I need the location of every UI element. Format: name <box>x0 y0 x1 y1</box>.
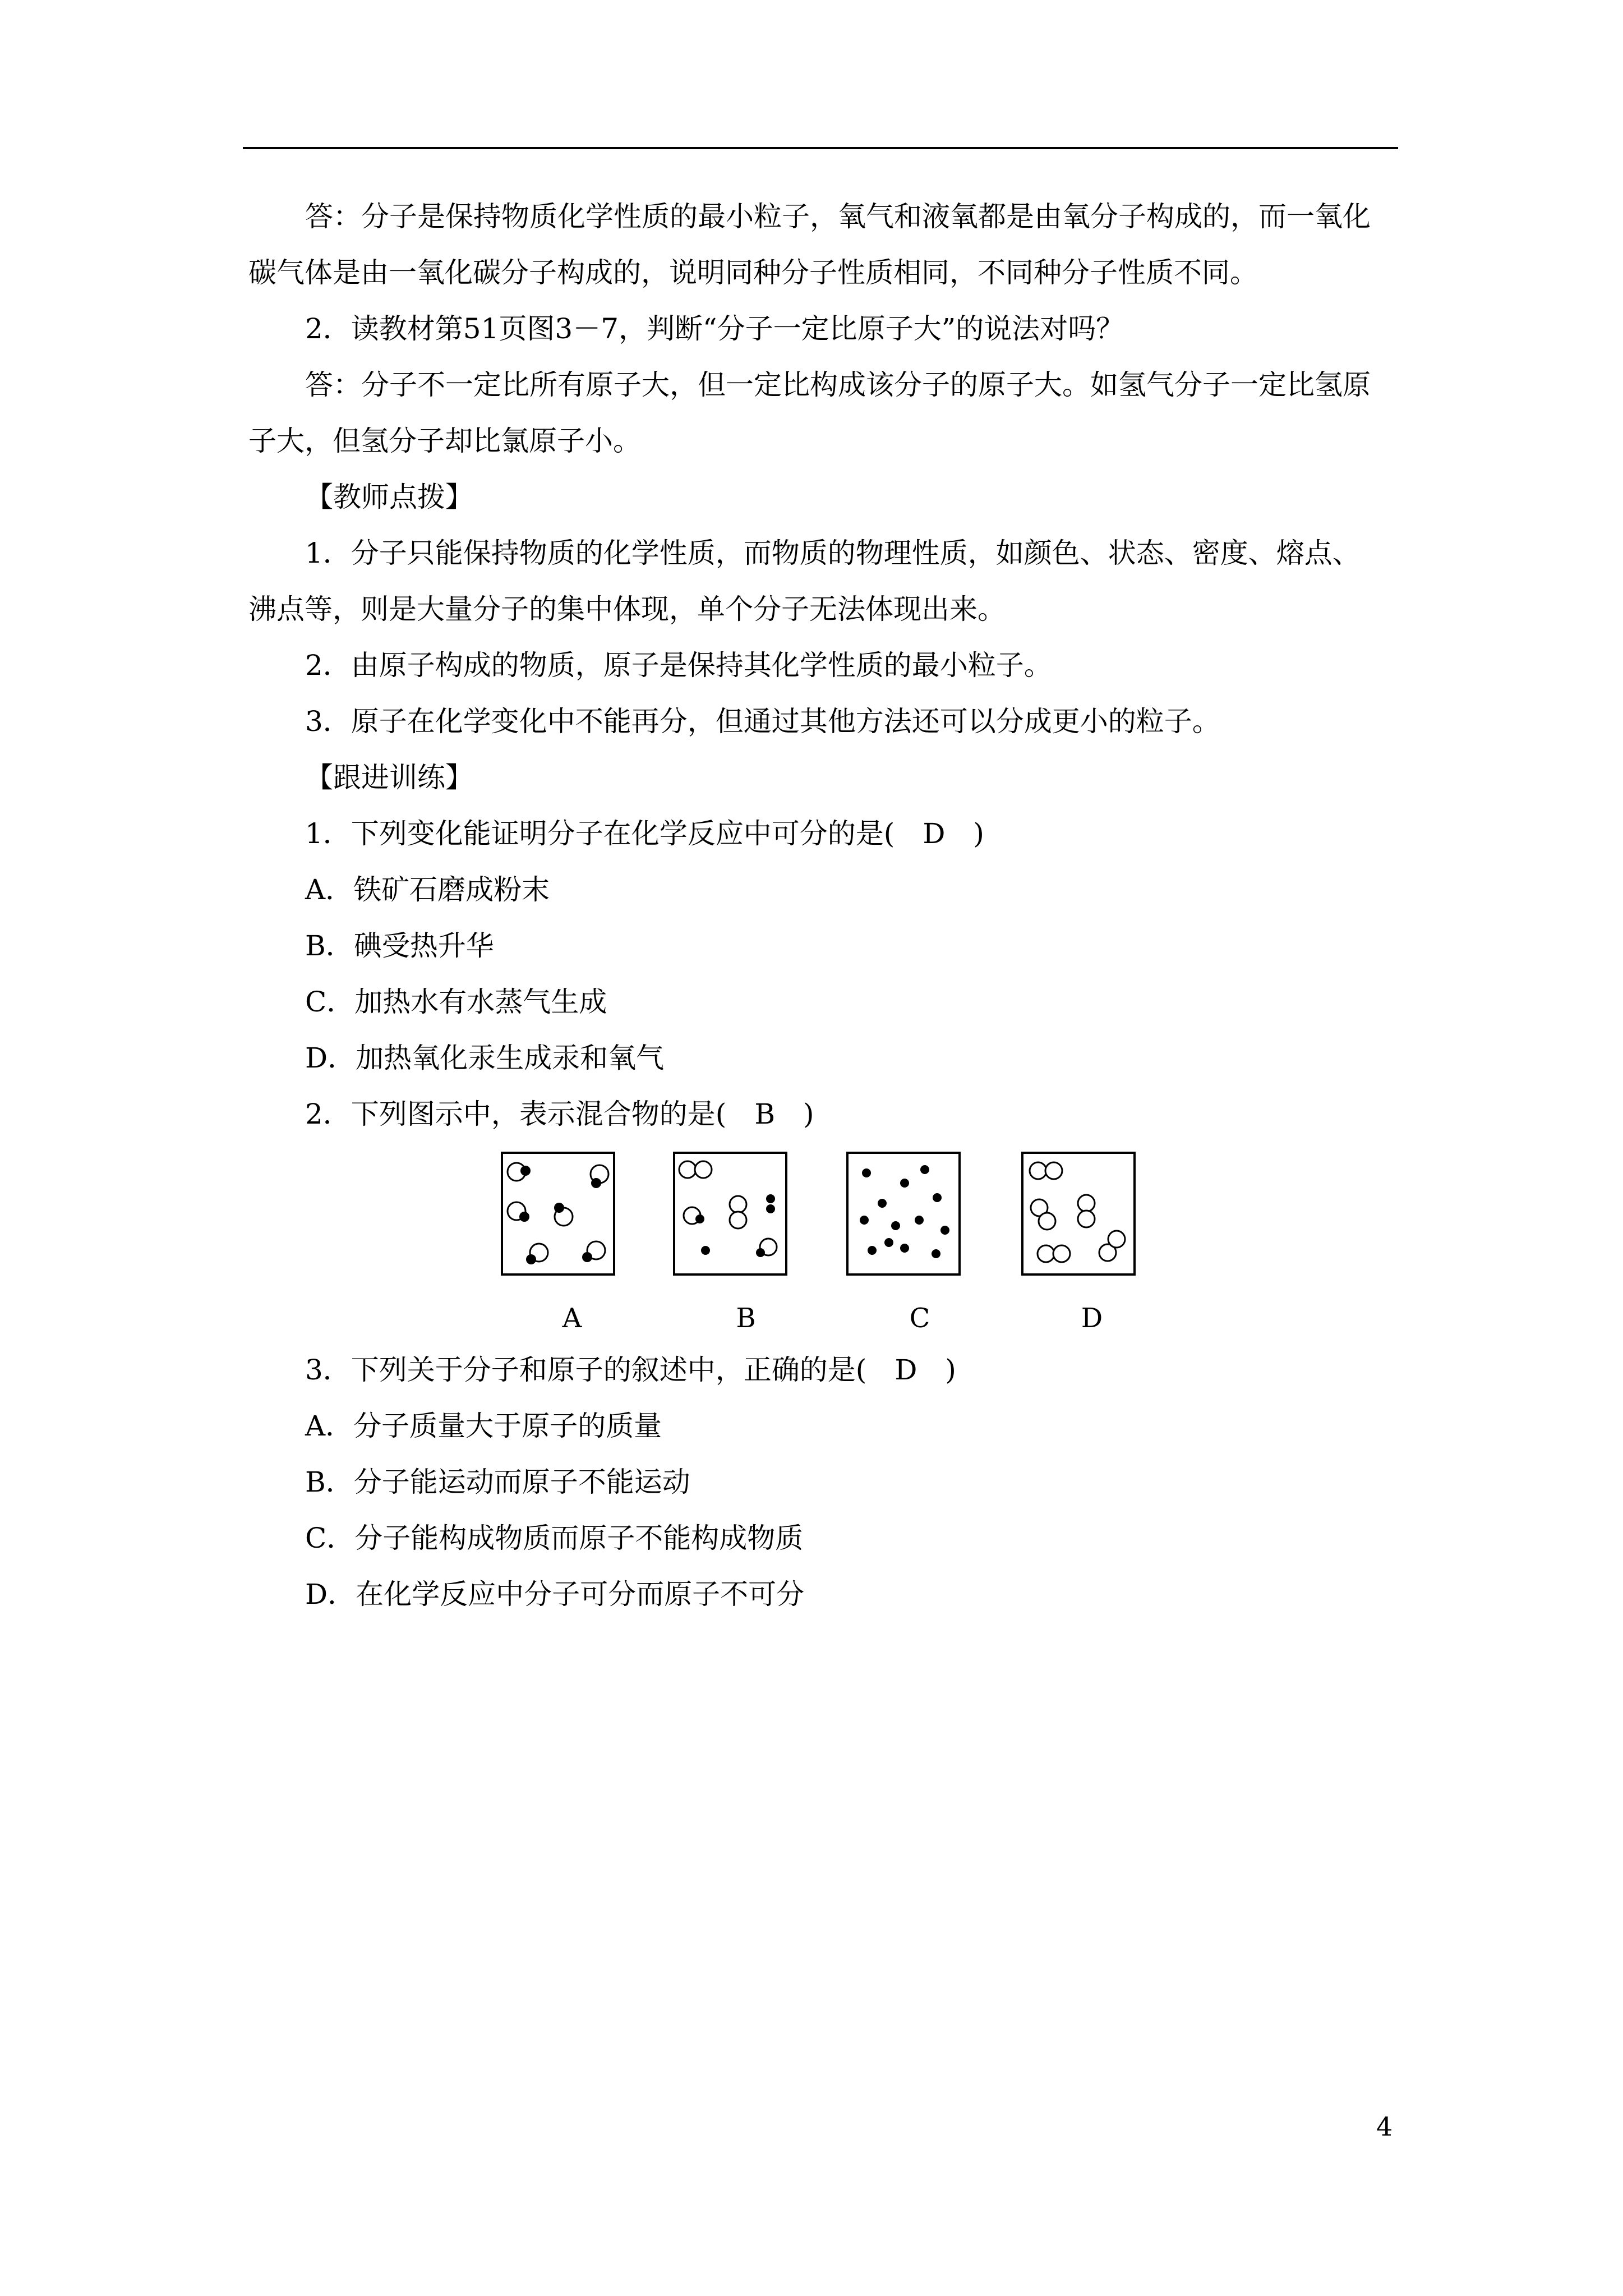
exercise-1-option-c: C．加热水有水蒸气生成 <box>305 986 607 1018</box>
exercise-3-option-c: C．分子能构成物质而原子不能构成物质 <box>305 1522 804 1554</box>
figure-label-c: C <box>909 1303 930 1334</box>
answer-1-line-2: 碳气体是由一氧化碳分子构成的，说明同种分子性质相同，不同种分子性质不同。 <box>248 256 1258 289</box>
tip-2: 2．由原子构成的物质，原子是保持其化学性质的最小粒子。 <box>305 649 1052 682</box>
figure-b <box>673 1152 787 1276</box>
section-heading-teacher-tips: 【教师点拨】 <box>305 481 473 513</box>
tip-1-line-2: 沸点等，则是大量分子的集中体现，单个分子无法体现出来。 <box>248 593 1006 625</box>
figure-d <box>1021 1152 1136 1276</box>
figure-a <box>501 1152 615 1276</box>
exercise-1-option-a: A．铁矿石磨成粉末 <box>305 873 550 906</box>
exercise-3-option-a: A．分子质量大于原子的质量 <box>305 1410 662 1442</box>
exercise-3-option-d: D．在化学反应中分子可分而原子不可分 <box>305 1578 805 1611</box>
header-rule <box>243 147 1398 149</box>
figure-label-d: D <box>1081 1303 1103 1334</box>
exercise-1-question: 1．下列变化能证明分子在化学反应中可分的是( D ) <box>305 817 984 850</box>
tip-1-line-1: 1．分子只能保持物质的化学性质，而物质的物理性质，如颜色、状态、密度、熔点、 <box>305 537 1361 569</box>
figure-label-b: B <box>736 1303 756 1334</box>
section-heading-practice: 【跟进训练】 <box>305 761 473 794</box>
exercise-1-option-b: B．碘受热升华 <box>305 930 494 962</box>
particle-diagrams <box>0 1152 1623 1281</box>
answer-2-line-1: 答：分子不一定比所有原子大，但一定比构成该分子的原子大。如氢气分子一定比氢原 <box>305 369 1371 401</box>
exercise-3-question: 3．下列关于分子和原子的叙述中，正确的是( D ) <box>305 1354 956 1386</box>
answer-1-line-1: 答：分子是保持物质化学性质的最小粒子，氧气和液氧都是由氧分子构成的，而一氧化 <box>305 200 1371 233</box>
exercise-3-option-b: B．分子能运动而原子不能运动 <box>305 1466 690 1498</box>
question-2: 2．读教材第51页图3－7，判断“分子一定比原子大”的说法对吗？ <box>305 312 1124 345</box>
tip-3: 3．原子在化学变化中不能再分，但通过其他方法还可以分成更小的粒子。 <box>305 705 1220 738</box>
answer-2-line-2: 子大，但氢分子却比氯原子小。 <box>248 425 641 457</box>
figure-c <box>846 1152 961 1276</box>
figure-label-a: A <box>562 1303 582 1334</box>
page-number: 4 <box>1376 2111 1393 2142</box>
exercise-2-question: 2．下列图示中，表示混合物的是( B ) <box>305 1098 814 1130</box>
exercise-1-option-d: D．加热氧化汞生成汞和氧气 <box>305 1042 665 1074</box>
